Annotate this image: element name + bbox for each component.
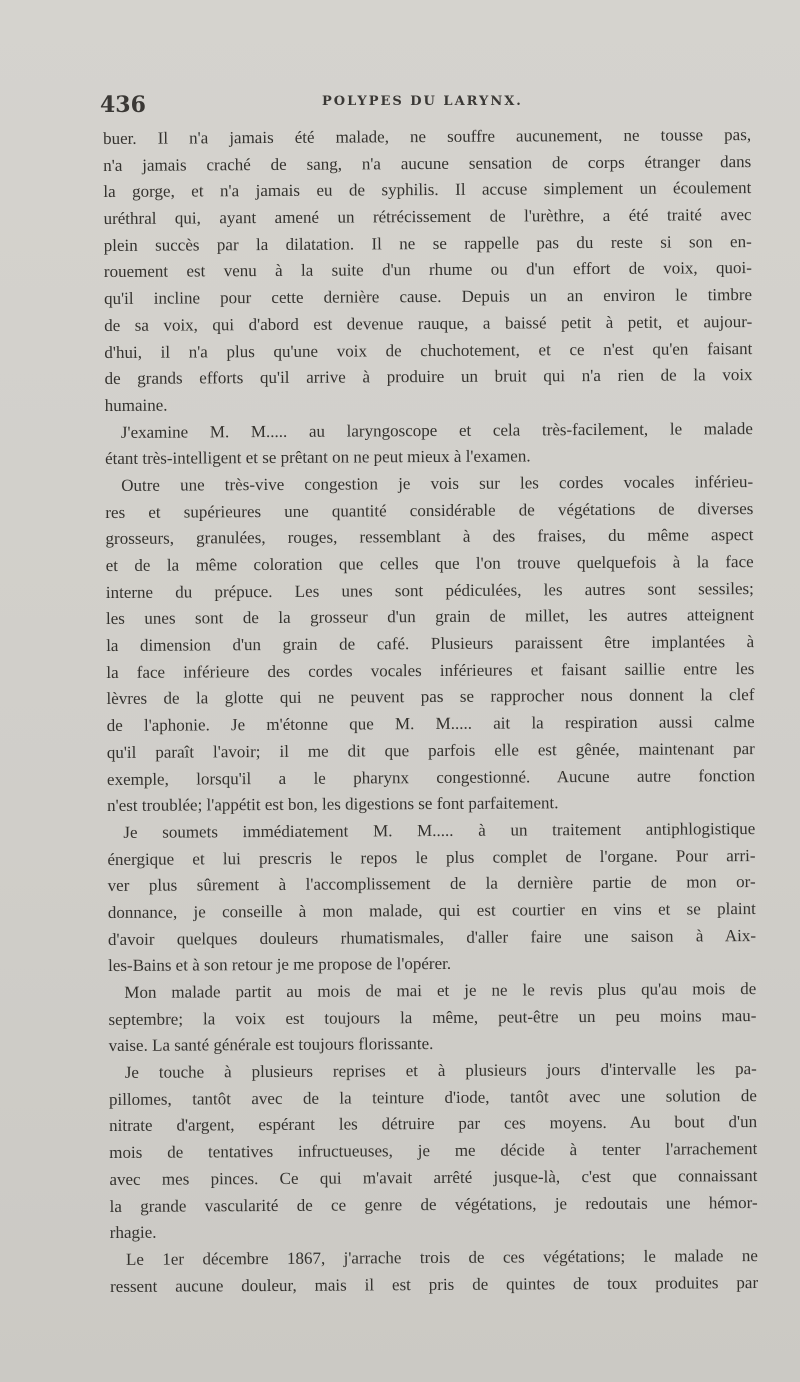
text-line: plein succès par la dilatation. Il ne se rappelle pas du reste si son en- <box>103 231 752 255</box>
text-line: avec mes pinces. Ce qui m'avait arrêté jusque-là, c'est que connaissant <box>109 1165 758 1189</box>
body-text <box>103 122 758 1300</box>
text-line: la dimension d'un grain de café. Plusieurs paraissent être implantées à <box>106 632 755 656</box>
text-line: d'hui, il n'a plus qu'une voix de chuchotement, et ce n'est qu'en faisant <box>104 338 753 362</box>
text-line: Mon malade partit au mois de mai et je ne le revis plus qu'au mois de <box>124 979 757 1002</box>
text-line: les-Bains et à son retour je me propose de l'opérer. <box>108 954 452 976</box>
text-line: Le 1er décembre 1867, j'arrache trois de ces végétations; le malade ne <box>125 1245 758 1269</box>
page-number: 436 <box>100 92 146 118</box>
text-line: et de la même coloration que celles que l'on trouve quelquefois à la face <box>105 552 754 575</box>
text-line: mois de tentatives infructueuses, je me décide à tenter l'arrachement <box>109 1139 758 1163</box>
text-line: humaine. <box>104 395 168 415</box>
text-line: ver plus sûrement à l'accomplissement de la dernière partie de mon or- <box>107 872 756 896</box>
text-line: Je touche à plusieurs reprises et à plusieurs jours d'intervalle les pa- <box>124 1059 757 1082</box>
text-line: septembre; la voix est toujours la même, peut-être un peu moins mau- <box>108 1005 757 1029</box>
text-line: buer. Il n'a jamais été malade, ne souffre aucunement, ne tousse pas, <box>103 125 752 148</box>
text-line: d'avoir quelques douleurs rhumatismales, d'aller faire une saison à Aix- <box>107 925 757 949</box>
text-line: de l'aphonie. Je m'étonne que M. M..... ait la respiration aussi calme <box>106 712 755 736</box>
text-line: de sa voix, qui d'abord est devenue rauque, a baissé petit à petit, et aujour- <box>104 311 753 335</box>
text-line: étant très-intelligent et se prêtant on ne peut mieux à l'examen. <box>104 446 531 469</box>
text-line: rouement est venu à la suite d'un rhume ou d'un effort de voix, quoi- <box>103 258 752 282</box>
text-line: de grands efforts qu'il arrive à produire un bruit qui n'a rien de la voix <box>104 365 753 389</box>
text-line: uréthral qui, ayant amené un rétrécissement de l'urèthre, a été traité avec <box>103 205 752 229</box>
text-line: donnance, je conseille à mon malade, qui est courtier en vins et se plaint <box>107 898 756 922</box>
text-line: les unes sont de la grosseur d'un grain de millet, les autres atteignent <box>105 605 755 629</box>
text-line: grosseurs, granulées, rouges, ressemblant à des fraises, du même aspect <box>105 525 754 549</box>
text-line: pillomes, tantôt avec de la teinture d'iode, tantôt avec une solution de <box>108 1085 757 1109</box>
text-line: n'est troublée; l'appétit est bon, les digestions se font parfaitement. <box>107 793 559 816</box>
text-line: nitrate d'argent, espérant les détruire par ces moyens. Au bout d'un <box>109 1112 758 1136</box>
text-line: énergique et lui prescris le repos le plus complet de l'organe. Pour arri- <box>107 845 756 869</box>
text-line: la grande vascularité de ce genre de végétations, je redoutais une hémor- <box>109 1192 758 1216</box>
text-line: vaise. La santé générale est toujours florissante. <box>108 1034 434 1056</box>
text-line: interne du prépuce. Les unes sont pédiculées, les autres sont sessiles; <box>105 578 754 602</box>
text-line: lèvres de la glotte qui ne peuvent pas se rapprocher nous donnent la clef <box>106 685 755 709</box>
text-line: ressent aucune douleur, mais il est pris de quintes de toux produites par <box>110 1272 759 1296</box>
text-line: la gorge, et n'a jamais eu de syphilis. Il accuse simplement un écoulement <box>103 178 752 202</box>
running-title: POLYPES DU LARYNX. <box>322 94 523 109</box>
text-line: qu'il paraît l'avoir; il me dit que parfois elle est gênée, maintenant par <box>106 738 755 762</box>
text-line: n'a jamais craché de sang, n'a aucune sensation de corps étranger dans <box>103 151 752 175</box>
text-line: rhagie. <box>109 1222 157 1243</box>
text-line: res et supérieures une quantité considérable de végétations de diverses <box>105 498 754 522</box>
text-line: Je soumets immédiatement M. M..... à un traitement antiphlogistique <box>123 818 756 842</box>
text-line: la face inférieure des cordes vocales inférieures et faisant saillie entre les <box>106 658 755 682</box>
text-line: J'examine M. M..... au laryngoscope et cela très-facilement, le malade <box>120 418 753 442</box>
text-line: Outre une très-vive congestion je vois sur les cordes vocales inférieu- <box>121 471 754 495</box>
page-header <box>100 92 760 122</box>
text-line: exemple, lorsqu'il a le pharynx congestionné. Aucune autre fonction <box>106 765 756 789</box>
text-line: qu'il incline pour cette dernière cause. Depuis un an environ le timbre <box>103 285 753 309</box>
